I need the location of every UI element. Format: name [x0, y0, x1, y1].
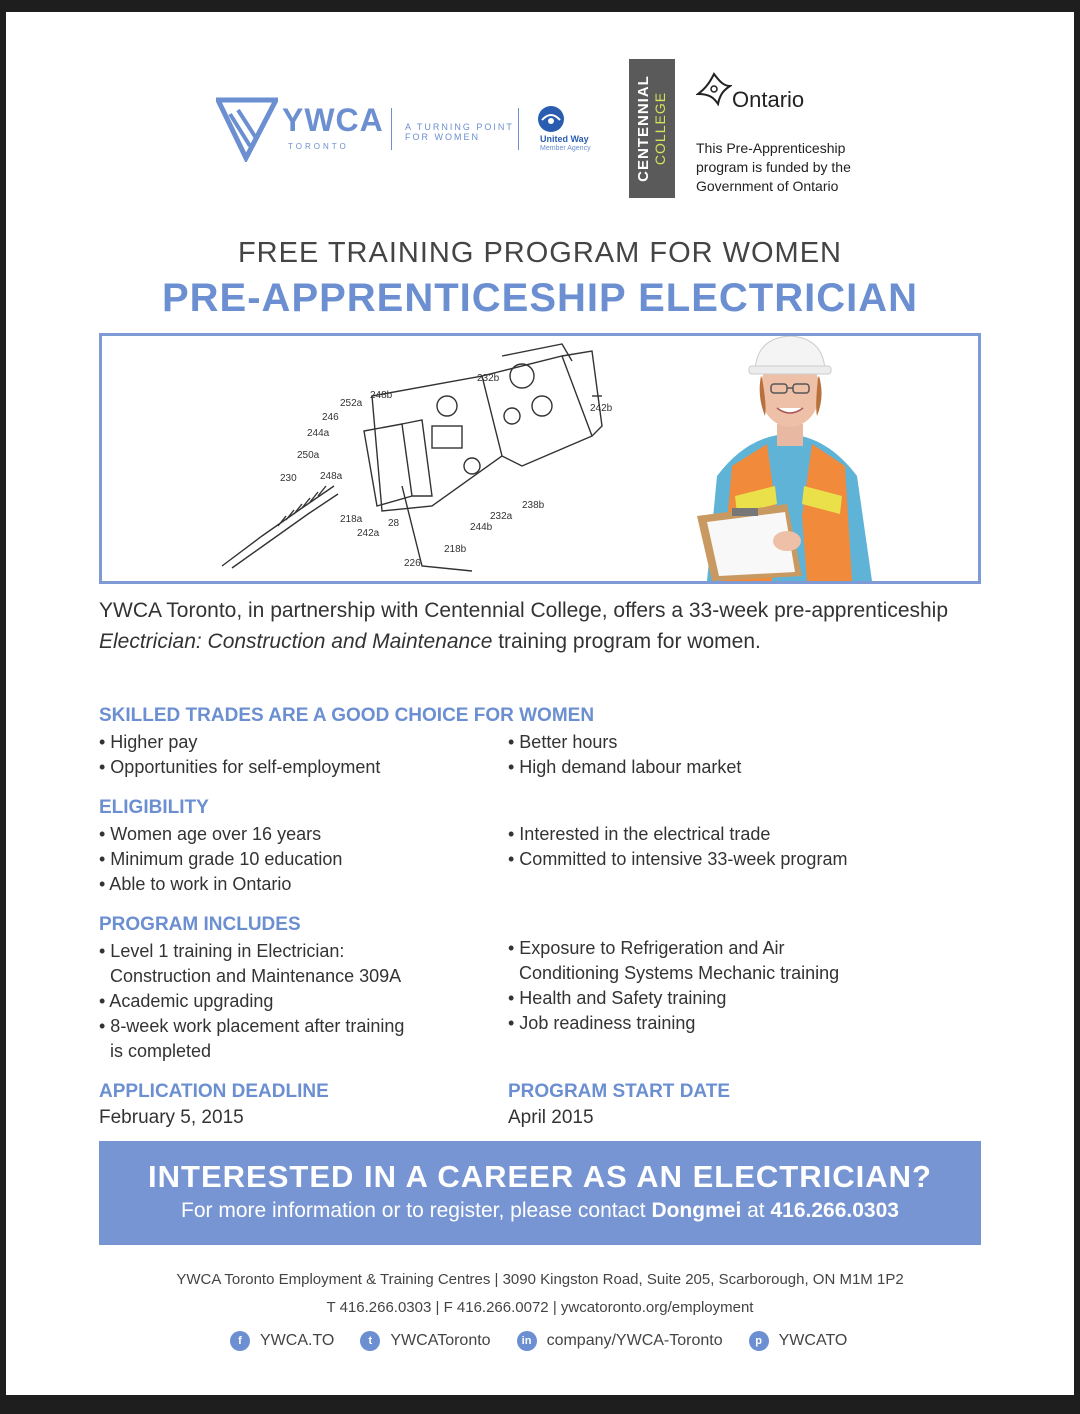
skilled-trades-heading: SKILLED TRADES ARE A GOOD CHOICE FOR WOMEN: [99, 705, 595, 726]
funding-line-1: This Pre-Apprenticeship: [696, 140, 846, 156]
twitter-icon: t: [360, 1331, 380, 1351]
centennial-text: CENTENNIAL: [635, 75, 652, 182]
cta-panel: [99, 1141, 981, 1245]
list-item: • Opportunities for self-employment: [99, 757, 381, 777]
college-text: COLLEGE: [652, 91, 668, 166]
list-item: • Better hours: [508, 732, 618, 752]
social-twitter[interactable]: [360, 1331, 490, 1351]
svg-text:244a: 244a: [307, 428, 330, 439]
ywca-city: TORONTO: [288, 142, 349, 151]
eligibility-heading: ELIGIBILITY: [99, 797, 209, 818]
list-item: • Level 1 training in Electrician:: [99, 941, 345, 961]
intro-text-1: YWCA Toronto, in partnership with Centennial College, offers a 33-week pre-apprenticeship: [99, 599, 949, 622]
intro-program-name: Electrician: Construction and Maintenance: [99, 630, 493, 653]
list-item: • Interested in the electrical trade: [508, 824, 771, 844]
cta-contact-name: Dongmei: [651, 1199, 742, 1222]
cta-text: For more information or to register, please contact: [181, 1199, 652, 1222]
start-date-value: April 2015: [508, 1107, 594, 1128]
intro-text-2: training program for women.: [492, 630, 761, 653]
list-item: • Exposure to Refrigeration and Air: [508, 938, 785, 958]
funding-note: [696, 139, 851, 196]
svg-text:218a: 218a: [340, 514, 363, 525]
program-includes-heading: PROGRAM INCLUDES: [99, 914, 301, 935]
social-pinterest[interactable]: [749, 1331, 848, 1351]
linkedin-icon: in: [517, 1331, 537, 1351]
united-way-logo: [536, 104, 606, 154]
list-item: • 8-week work placement after training: [99, 1016, 405, 1036]
logo-divider-2: [518, 108, 519, 150]
ywca-logo: [216, 96, 396, 166]
svg-text:232b: 232b: [477, 373, 500, 384]
social-label: YWCATO: [778, 1332, 848, 1349]
list-item-continued: Conditioning Systems Mechanic training: [519, 963, 840, 983]
facebook-icon: f: [230, 1331, 250, 1351]
list-item: • High demand labour market: [508, 757, 742, 777]
svg-text:252a: 252a: [340, 398, 363, 409]
social-facebook[interactable]: [230, 1331, 334, 1351]
list-item-continued: Construction and Maintenance 309A: [110, 966, 402, 986]
ywca-logo-text: YWCA: [282, 102, 384, 138]
list-item: • Academic upgrading: [99, 991, 274, 1011]
list-item: • Health and Safety training: [508, 988, 727, 1008]
program-left-list: [99, 939, 404, 1064]
list-item-continued: is completed: [110, 1041, 212, 1061]
svg-text:246: 246: [322, 412, 339, 423]
electrician-worker-photo: [677, 336, 937, 581]
list-item: • Minimum grade 10 education: [99, 849, 343, 869]
social-label: company/YWCA-Toronto: [546, 1332, 723, 1349]
list-item: • Committed to intensive 33-week program: [508, 849, 848, 869]
ontario-logo-text: Ontario: [732, 87, 805, 112]
list-item: • Able to work in Ontario: [99, 874, 292, 894]
page-kicker: FREE TRAINING PROGRAM FOR WOMEN: [237, 237, 843, 269]
footer-contact: T 416.266.0303 | F 416.266.0072 | ywcatoronto.org/employment: [326, 1299, 754, 1316]
cta-heading: INTERESTED IN A CAREER AS AN ELECTRICIAN?: [148, 1159, 932, 1194]
list-item: • Job readiness training: [508, 1013, 696, 1033]
cta-contact-line: [99, 1199, 981, 1223]
list-item: • Higher pay: [99, 732, 198, 752]
intro-paragraph: [99, 595, 979, 657]
social-label: YWCA.TO: [260, 1332, 335, 1349]
svg-text:244b: 244b: [470, 522, 493, 533]
funding-line-2: program is funded by the: [696, 159, 851, 175]
cta-phone[interactable]: 416.266.0303: [770, 1199, 899, 1222]
logo-divider: [391, 108, 392, 150]
list-item: • Women age over 16 years: [99, 824, 322, 844]
svg-text:250a: 250a: [297, 450, 320, 461]
social-links: [230, 1331, 870, 1351]
program-right-list: [508, 936, 839, 1036]
svg-text:28: 28: [388, 518, 400, 529]
svg-text:238b: 238b: [522, 500, 545, 511]
skilled-left-list: [99, 730, 380, 780]
ontario-trillium-icon: [696, 72, 732, 106]
svg-text:230: 230: [280, 473, 297, 484]
svg-text:226: 226: [404, 558, 421, 569]
tagline: A TURNING POINT FOR WOMEN: [405, 122, 514, 142]
ywca-mark-icon: [216, 96, 278, 162]
flyer-page: [6, 12, 1074, 1395]
deadline-value: February 5, 2015: [99, 1107, 244, 1128]
social-linkedin[interactable]: [517, 1331, 723, 1351]
eligibility-left-list: [99, 822, 342, 897]
social-label: YWCAToronto: [390, 1332, 491, 1349]
hero-banner: [99, 333, 981, 584]
svg-text:218b: 218b: [444, 544, 467, 555]
cta-at: at: [741, 1199, 771, 1222]
svg-text:248b: 248b: [370, 390, 393, 401]
united-way-text: United Way: [540, 134, 589, 144]
united-way-sub: Member Agency: [540, 145, 591, 152]
svg-text:248a: 248a: [320, 471, 343, 482]
svg-text:242b: 242b: [590, 403, 613, 414]
centennial-college-logo: [629, 59, 675, 198]
footer-address: YWCA Toronto Employment & Training Centres | 3090 Kingston Road, Suite 205, Scarborough, ON M1M 1P2: [176, 1271, 904, 1288]
funding-line-3: Government of Ontario: [696, 178, 839, 194]
page-title: PRE-APPRENTICESHIP ELECTRICIAN: [161, 276, 918, 320]
svg-text:232a: 232a: [490, 511, 513, 522]
svg-text:242a: 242a: [357, 528, 380, 539]
united-way-icon: [536, 104, 566, 134]
pinterest-icon: p: [749, 1331, 769, 1351]
deadline-heading: APPLICATION DEADLINE: [99, 1081, 329, 1102]
eligibility-right-list: [508, 822, 847, 872]
start-date-heading: PROGRAM START DATE: [508, 1081, 731, 1102]
skilled-right-list: [508, 730, 741, 780]
